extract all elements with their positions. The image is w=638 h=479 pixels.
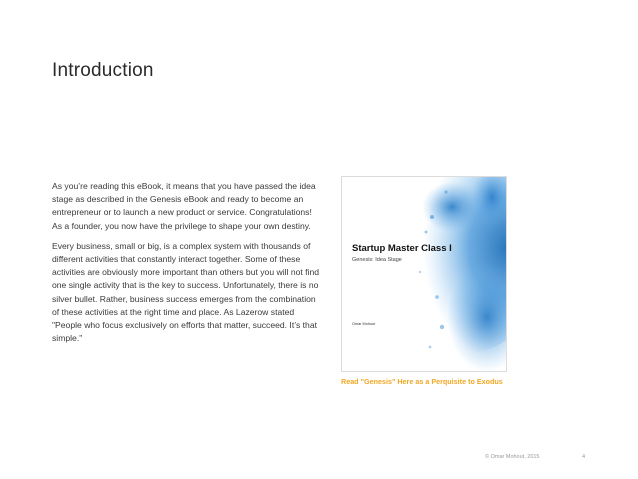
cover-caption-link[interactable]: Read "Genesis" Here as a Perquisite to Exodus <box>341 377 503 386</box>
cover-subtitle: Genesis: Idea Stage <box>352 257 402 263</box>
page-title: Introduction <box>52 60 154 81</box>
cover-author: Omar Mohout <box>352 322 376 326</box>
cover-title: Startup Master Class I <box>352 243 452 254</box>
ebook-cover-image[interactable] <box>341 176 507 372</box>
page-number: 4 <box>582 454 586 460</box>
copyright-footer: © Omar Mohout, 2015 <box>485 454 540 460</box>
paragraph-intro: As you’re reading this eBook, it means that you have passed the idea stage as described in the Genesis eBook and ready to become an entrepreneur or to launch a new product or service. Congratulations! As a founder, you now have the privilege to shape your own destiny. <box>52 181 316 231</box>
blue-powder-splash <box>342 177 506 371</box>
body-text <box>52 180 320 352</box>
paragraph-business: Every business, small or big, is a complex system with thousands of different activities that constantly interact together. Some of these activities are obviously more important than others but you will not find one single activity that is the key to success. Unfortunately, there is no silver bullet. Rather, business success emerges from the combination of these activities at the right time and place. As Lazerow stated "People who focus exclusively on efforts that matter, succeed. It’s that simple." <box>52 240 320 344</box>
